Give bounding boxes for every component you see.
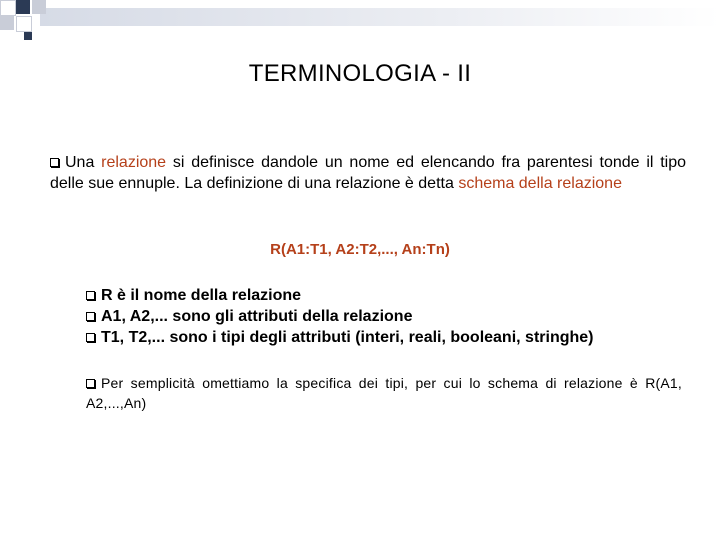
term-schema: schema della relazione xyxy=(458,175,622,192)
header-gradient-band xyxy=(40,8,720,26)
decor-square xyxy=(0,0,16,16)
intro-text-1: Una xyxy=(65,154,102,171)
list-item-text: A1, A2,... sono gli attributi della relazione xyxy=(101,308,413,325)
decor-square xyxy=(32,0,46,14)
checkbox-bullet-icon xyxy=(86,312,95,321)
note-paragraph xyxy=(86,373,682,413)
decor-square xyxy=(0,16,14,30)
list-item-text: T1, T2,... sono i tipi degli attributi (interi, reali, booleani, stringhe) xyxy=(101,329,594,346)
slide-title: TERMINOLOGIA - II xyxy=(248,60,472,87)
intro-paragraph xyxy=(50,152,686,194)
decor-square xyxy=(16,0,30,14)
list-item xyxy=(86,327,686,348)
note-text: Per semplicità omettiamo la specifica dei tipi, per cui lo schema di relazione è R(A1, A2,...,An) xyxy=(86,375,682,411)
checkbox-bullet-icon xyxy=(50,158,59,167)
checkbox-bullet-icon xyxy=(86,333,95,342)
list-item xyxy=(86,285,686,306)
checkbox-bullet-icon xyxy=(86,379,95,388)
schema-formula: R(A1:T1, A2:T2,..., An:Tn) xyxy=(270,241,450,258)
decor-square xyxy=(16,16,32,32)
list-item xyxy=(86,306,686,327)
decor-square xyxy=(24,32,32,40)
intro-text-2: si definisce dandole un nome ed elencando fra parentesi tonde il tipo delle sue ennuple. La definizione di una relazione è detta xyxy=(50,154,687,192)
definition-list xyxy=(86,285,686,348)
term-relazione: relazione xyxy=(101,154,167,171)
checkbox-bullet-icon xyxy=(86,291,95,300)
list-item-text: R è il nome della relazione xyxy=(101,287,302,304)
